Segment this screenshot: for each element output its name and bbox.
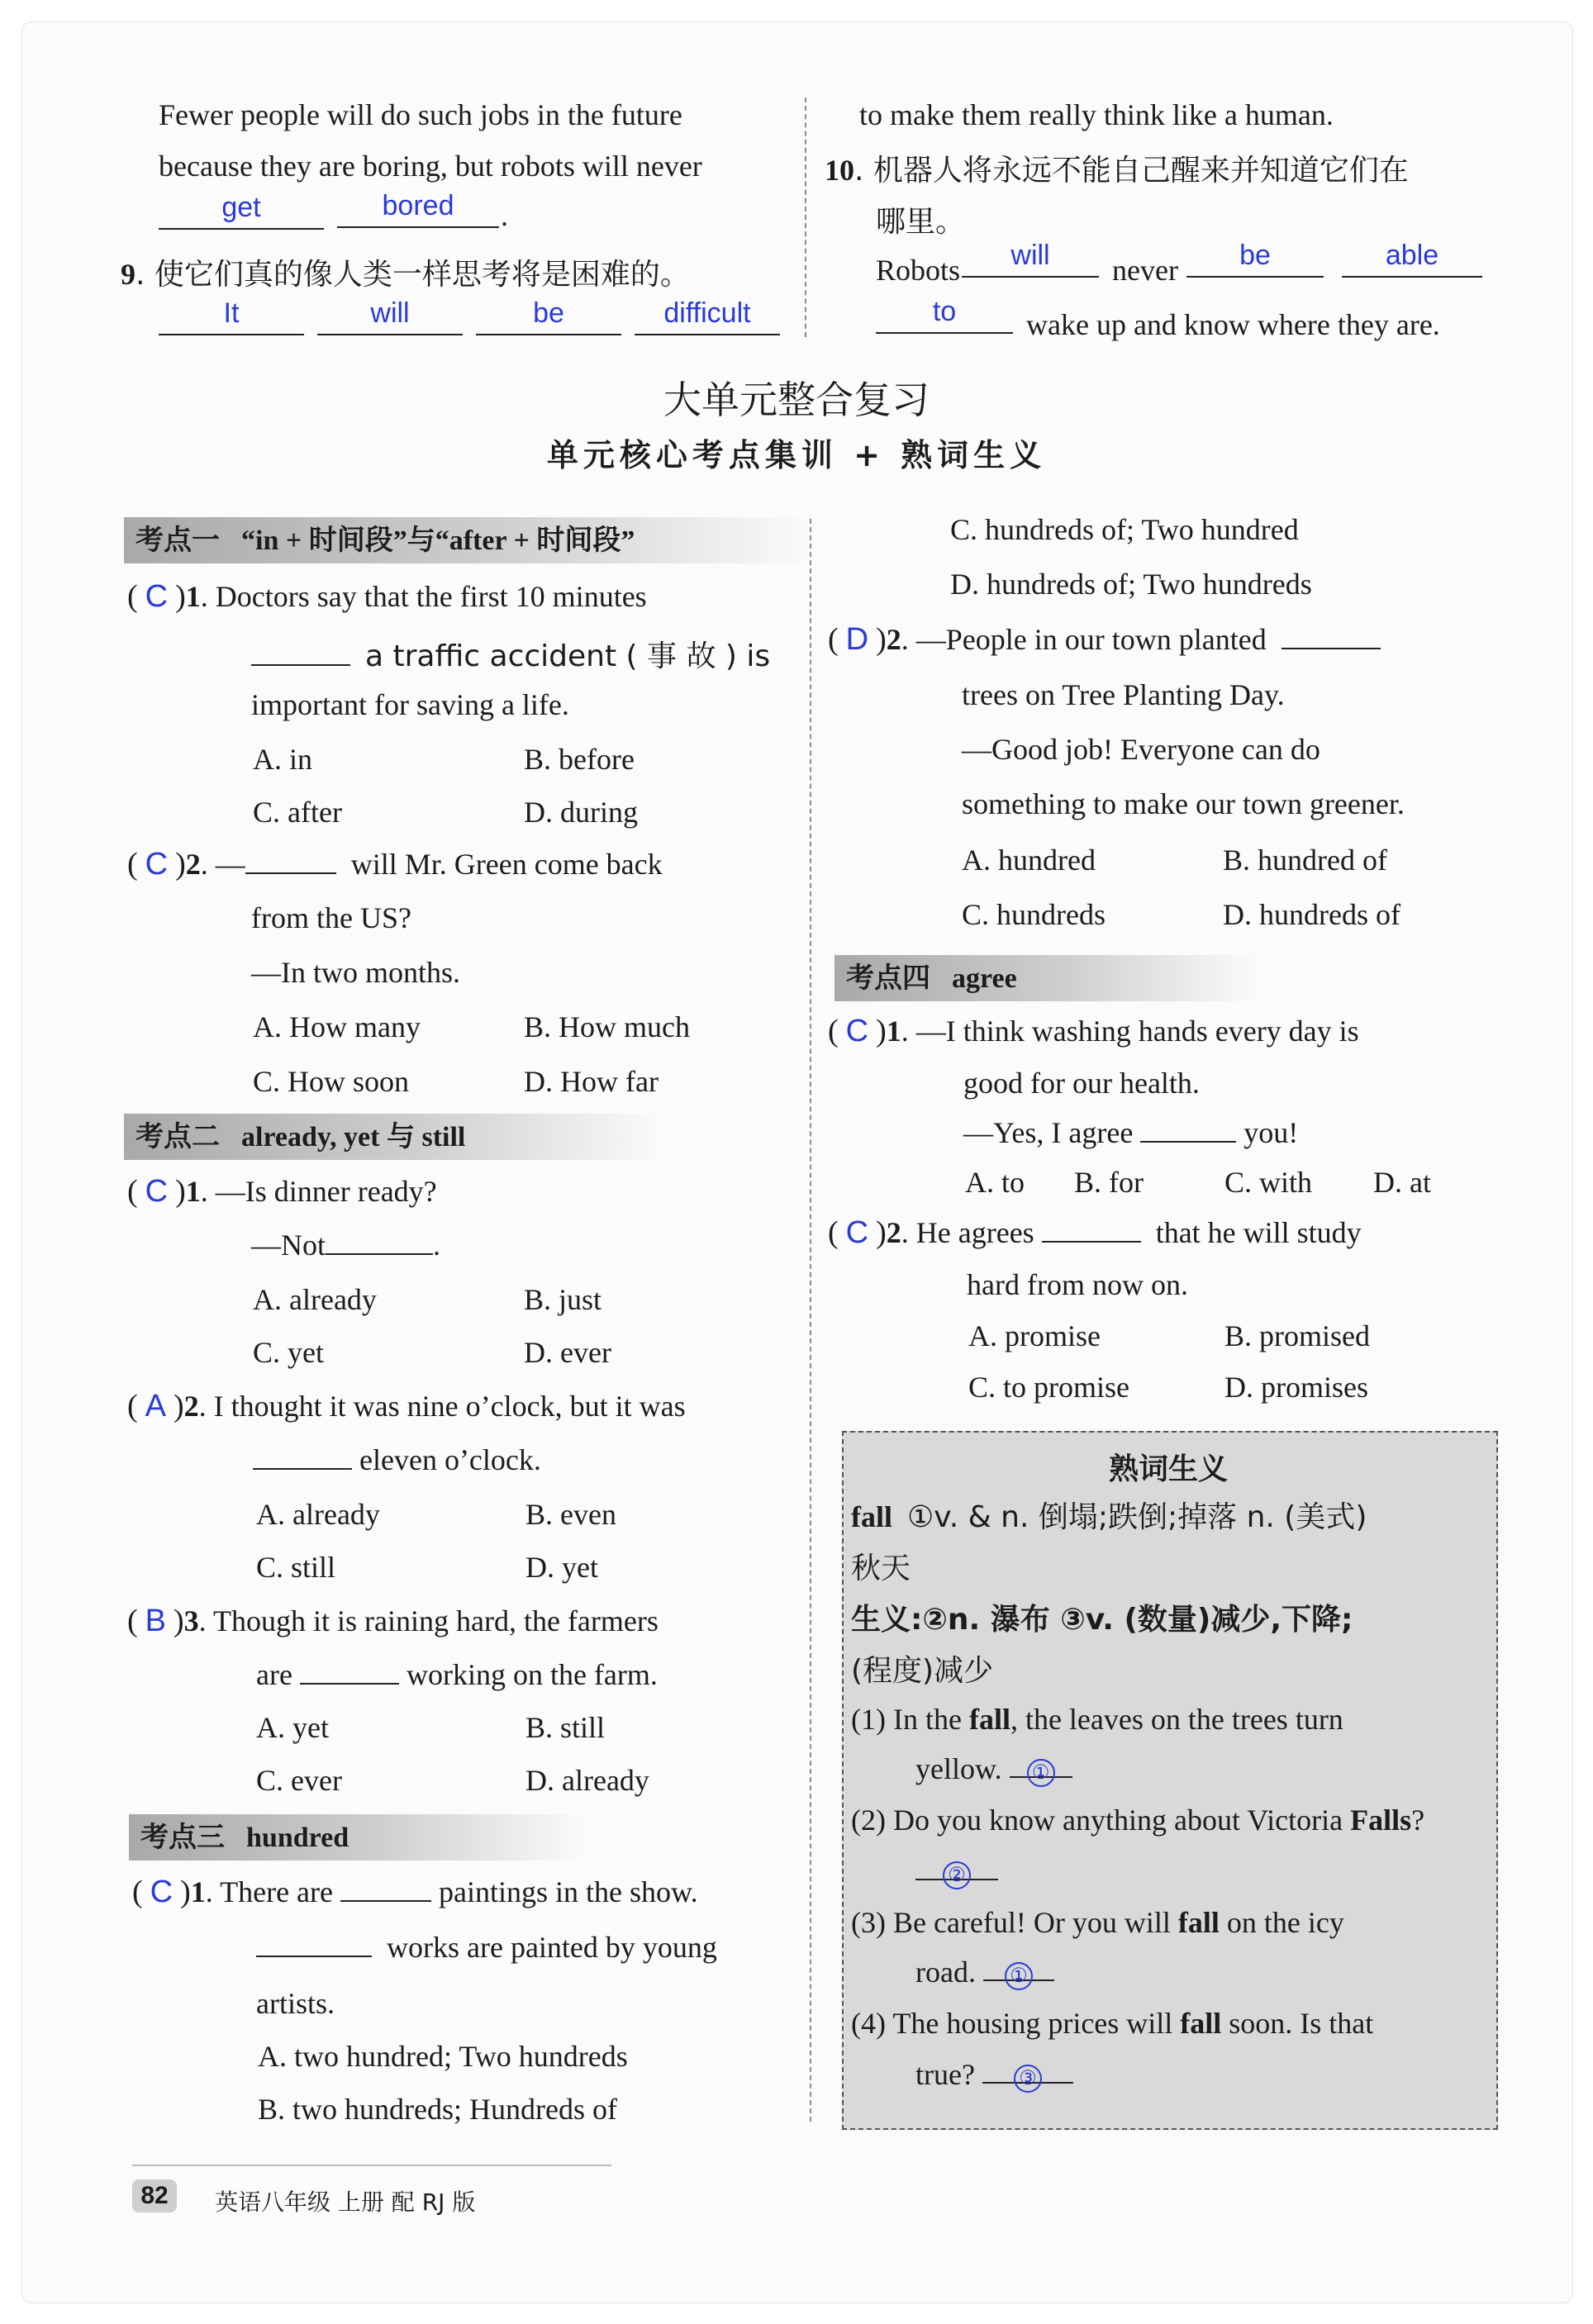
answer-line-bored: bored <box>337 190 499 228</box>
blank <box>1282 623 1381 649</box>
s3-q2-opt-a: A. hundred <box>962 844 1096 877</box>
s4-q1-line2: good for our health. <box>963 1067 1200 1100</box>
section-4-topic: agree <box>952 963 1017 994</box>
s4-q1-answer: C <box>845 1014 869 1048</box>
section-2-label: 考点二 <box>136 1120 220 1153</box>
s4-q1-opt-b: B. for <box>1074 1166 1144 1199</box>
s2-q3-opt-a: A. yet <box>256 1711 329 1744</box>
s1-q2-opt-b: B. How much <box>524 1010 690 1043</box>
s3-q1-line2: works are painted by young <box>256 1930 717 1965</box>
s3-q1-opt-a: A. two hundred; Two hundreds <box>258 2040 628 2073</box>
s1-q2-opt-c: C. How soon <box>253 1065 410 1098</box>
box-item-4: (4) The housing prices will fall soon. Is that <box>851 2007 1374 2040</box>
s2-q2-opt-d: D. yet <box>525 1551 598 1584</box>
blank <box>251 639 350 666</box>
blank <box>300 1658 399 1685</box>
q9-answer-2: will <box>317 297 463 335</box>
s3-q2-opt-d: D. hundreds of <box>1223 898 1400 931</box>
s3-q2-line1: ( D )2. —People in our town planted <box>828 621 1381 658</box>
s1-q2-answer: C <box>145 847 169 882</box>
s3-q1-line3: artists. <box>256 1987 335 2020</box>
s2-q3-line2: are working on the farm. <box>256 1658 658 1691</box>
top-left-line2: because they are boring, but robots will never <box>159 150 702 183</box>
s4-q2-line1: ( C )2. He agrees that he will study <box>828 1215 1362 1250</box>
q9 <box>121 251 690 293</box>
top-left-line1: Fewer people will do such jobs in the future <box>159 98 682 131</box>
blank <box>256 1931 372 1957</box>
box-def2: 生义:②n. 瀑布 ③v. (数量)减少,下降; <box>851 1603 1353 1637</box>
s4-q2-line2: hard from now on. <box>967 1268 1188 1301</box>
q10-text2: 哪里。 <box>876 205 966 239</box>
q10-answer-2: be <box>1186 240 1324 278</box>
s4-q2-opt-b: B. promised <box>1224 1319 1370 1352</box>
section-1-label: 考点一 <box>136 524 220 557</box>
s1-q2-line1: ( C )2. — will Mr. Green come back <box>127 847 663 882</box>
s3-q1-opt-c: C. hundreds of; Two hundred <box>950 513 1299 546</box>
box-word: fall <box>851 1500 892 1533</box>
s1-q1-opt-a: A. in <box>253 743 312 776</box>
q10-answer-1: will <box>962 240 1099 278</box>
footer-text: 英语八年级 上册 配 RJ 版 <box>215 2189 476 2216</box>
s3-q1-opt-d: D. hundreds of; Two hundreds <box>950 568 1312 601</box>
answer-mark-4: ③ <box>1014 2065 1042 2093</box>
q9-answer-1: It <box>159 297 304 335</box>
answer-mark-2: ② <box>943 1861 971 1889</box>
section-3-topic: hundred <box>246 1823 350 1853</box>
s3-q1-opt-b: B. two hundreds; Hundreds of <box>258 2093 617 2126</box>
box-item-2: (2) Do you know anything about Victoria Falls? <box>851 1804 1425 1837</box>
box-item-3: (3) Be careful! Or you will fall on the icy <box>851 1906 1344 1939</box>
q10-answer-3: able <box>1342 240 1482 278</box>
s3-q2-line4: something to make our town greener. <box>962 787 1405 820</box>
q10-answer-4: to <box>876 296 1013 334</box>
s1-q1-opt-c: C. after <box>253 796 342 829</box>
s2-q1-opt-c: C. yet <box>253 1336 324 1369</box>
box-item-4-line2: true? ③ <box>915 2057 1073 2092</box>
box-item-1: (1) In the fall, the leaves on the trees turn <box>851 1703 1343 1736</box>
page-subtitle: 单元核心考点集训 + 熟词生义 <box>546 437 1047 473</box>
s2-q1-opt-b: B. just <box>524 1283 602 1316</box>
top-right-line1: to make them really think like a human. <box>859 98 1334 131</box>
q10 <box>825 147 1409 189</box>
s4-q1-opt-a: A. to <box>965 1166 1025 1199</box>
page-number: 82 <box>132 2179 177 2212</box>
box-def1b: 秋天 <box>851 1552 911 1585</box>
s2-q3-line1: ( B )3. Though it is raining hard, the farmers <box>127 1604 659 1638</box>
blank <box>326 1229 433 1255</box>
s1-q1-opt-d: D. during <box>524 796 638 829</box>
section-header-1 <box>124 517 813 563</box>
answer-mark-3: ① <box>1005 1962 1033 1990</box>
s3-q1-answer: C <box>150 1875 174 1909</box>
answer-mark-1: ① <box>1027 1759 1055 1787</box>
s3-q2-opt-c: C. hundreds <box>962 898 1106 931</box>
q10-never: never <box>1112 254 1178 287</box>
s2-q3-answer: B <box>145 1604 167 1638</box>
s2-q2-answer: A <box>145 1389 167 1423</box>
s1-q2-opt-d: D. How far <box>524 1065 659 1098</box>
section-header-4 <box>835 955 1259 1001</box>
s1-q1-line3: important for saving a life. <box>251 688 569 721</box>
s1-q2-line2: from the US? <box>251 901 411 934</box>
s2-q2-opt-a: A. already <box>256 1498 380 1531</box>
s2-q2-line2: eleven o’clock. <box>253 1442 541 1477</box>
section-2-topic: already, yet 与 still <box>241 1122 466 1152</box>
blank <box>1140 1116 1236 1143</box>
box-title: 熟词生义 <box>1108 1452 1228 1486</box>
s4-q2-opt-c: C. to promise <box>968 1371 1129 1404</box>
box-def2b: (程度)减少 <box>851 1654 994 1688</box>
s3-q2-line3: —Good job! Everyone can do <box>962 733 1320 766</box>
q10-robots: Robots <box>876 254 961 287</box>
s3-q1-line1: ( C )1. There are paintings in the show. <box>132 1875 698 1909</box>
box-item-3-line2: road. ① <box>915 1955 1054 1989</box>
s1-q2-line3: —In two months. <box>251 956 461 989</box>
s3-q2-opt-b: B. hundred of <box>1223 844 1387 877</box>
s4-q1-line3: —Yes, I agree you! <box>963 1116 1299 1149</box>
q9-answer-4: difficult <box>635 297 780 335</box>
answer-line-get: get <box>159 192 324 230</box>
s2-q2-opt-b: B. even <box>525 1498 616 1531</box>
s3-q2-line2: trees on Tree Planting Day. <box>962 678 1285 711</box>
s4-q1-opt-c: C. with <box>1224 1166 1313 1199</box>
q10-number: 10 <box>825 154 854 187</box>
s4-q1-line1: ( C )1. —I think washing hands every day is <box>828 1014 1359 1048</box>
blank <box>245 848 336 874</box>
blank <box>1042 1216 1141 1243</box>
s2-q1-answer: C <box>145 1174 169 1209</box>
s1-q1-line2: a traffic accident ( 事 故 ) is <box>251 633 770 675</box>
s2-q1-line1: ( C )1. —Is dinner ready? <box>127 1174 437 1209</box>
period: . <box>501 199 508 232</box>
section-4-label: 考点四 <box>846 962 930 995</box>
box-item-1-line2: yellow. ① <box>915 1751 1072 1786</box>
s4-q2-answer: C <box>845 1215 869 1250</box>
q10-text: . 机器人将永远不能自己醒来并知道它们在 <box>854 154 1409 188</box>
footer-rule <box>132 2165 611 2166</box>
s2-q2-opt-c: C. still <box>256 1551 336 1584</box>
page-title: 大单元整合复习 <box>663 378 930 422</box>
s1-q1-answer: C <box>145 579 169 614</box>
section-header-2 <box>124 1114 664 1160</box>
s2-q3-opt-c: C. ever <box>256 1764 342 1797</box>
box-def1: fall ①v. & n. 倒塌;跌倒;掉落 n. (美式) <box>851 1500 1367 1534</box>
section-1-topic: “in + 时间段”与“after + 时间段” <box>241 525 635 556</box>
q9-number: 9 <box>121 258 136 291</box>
s1-q1-opt-b: B. before <box>524 743 635 776</box>
q10-end: wake up and know where they are. <box>1026 308 1440 341</box>
blank <box>340 1875 431 1902</box>
s2-q1-opt-d: D. ever <box>524 1336 611 1369</box>
section-header-3 <box>129 1814 587 1861</box>
blank <box>253 1443 352 1470</box>
s2-q2-line1: ( A )2. I thought it was nine o’clock, but it was <box>127 1389 686 1423</box>
q9-answer-3: be <box>476 297 621 335</box>
s4-q2-opt-a: A. promise <box>968 1319 1101 1352</box>
column-divider-main <box>810 519 811 2122</box>
s4-q1-opt-d: D. at <box>1373 1166 1431 1199</box>
s4-q2-opt-d: D. promises <box>1224 1371 1368 1404</box>
s3-q2-answer: D <box>845 622 869 657</box>
section-3-label: 考点三 <box>140 1821 225 1854</box>
box-item-2-line2 <box>915 1854 998 1889</box>
s1-q1-line1: ( C )1. Doctors say that the first 10 minutes <box>127 579 647 614</box>
s2-q3-opt-d: D. already <box>525 1764 649 1797</box>
q9-text: . 使它们真的像人类一样思考将是困难的。 <box>136 258 690 292</box>
s2-q1-opt-a: A. already <box>253 1283 377 1316</box>
s2-q3-opt-b: B. still <box>525 1711 606 1744</box>
s1-q2-opt-a: A. How many <box>253 1010 421 1043</box>
column-divider-top <box>805 97 806 337</box>
s2-q1-line2: —Not . <box>251 1229 440 1262</box>
